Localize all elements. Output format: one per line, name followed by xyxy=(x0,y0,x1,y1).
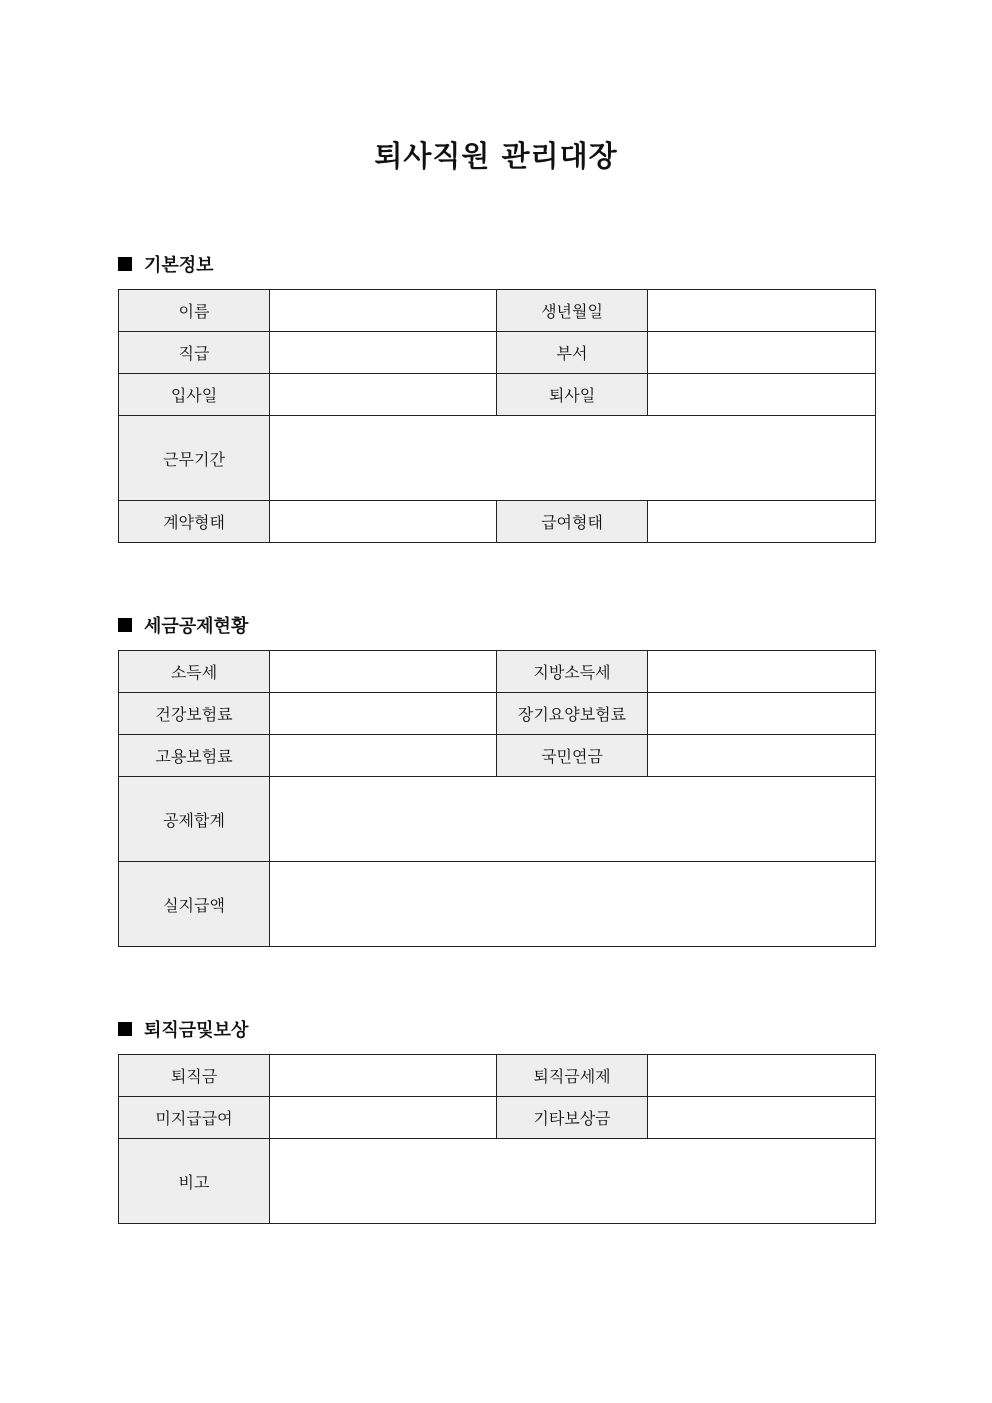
section-heading-label: 세금공제현황 xyxy=(144,616,249,637)
label-severance-pay: 퇴직금 xyxy=(119,1055,270,1097)
label-resignation-date: 퇴사일 xyxy=(497,374,648,416)
label-birthdate: 생년월일 xyxy=(497,290,648,332)
label-net-pay: 실지급액 xyxy=(119,862,270,947)
page-title: 퇴사직원 관리대장 xyxy=(374,139,618,173)
field-department[interactable] xyxy=(648,332,876,374)
label-long-term-care-insurance: 장기요양보험료 xyxy=(497,693,648,735)
label-income-tax: 소득세 xyxy=(119,651,270,693)
section-heading-severance xyxy=(118,1017,248,1041)
field-remarks[interactable] xyxy=(270,1139,876,1224)
field-severance-tax[interactable] xyxy=(648,1055,876,1097)
label-department: 부서 xyxy=(497,332,648,374)
label-other-compensation: 기타보상금 xyxy=(497,1097,648,1139)
label-work-period: 근무기간 xyxy=(119,416,270,501)
table-row xyxy=(119,1055,876,1097)
label-contract-type: 계약형태 xyxy=(119,501,270,543)
field-long-term-care-insurance[interactable] xyxy=(648,693,876,735)
field-health-insurance[interactable] xyxy=(270,693,497,735)
label-deduction-total: 공제합계 xyxy=(119,777,270,862)
table-row xyxy=(119,374,876,416)
table-row xyxy=(119,735,876,777)
table-row xyxy=(119,1139,876,1224)
field-other-compensation[interactable] xyxy=(648,1097,876,1139)
section-heading-basic-info xyxy=(118,252,214,276)
section-heading-label: 기본정보 xyxy=(144,255,214,276)
field-local-income-tax[interactable] xyxy=(648,651,876,693)
label-position: 직급 xyxy=(119,332,270,374)
table-row xyxy=(119,693,876,735)
table-row xyxy=(119,777,876,862)
label-hire-date: 입사일 xyxy=(119,374,270,416)
table-row xyxy=(119,501,876,543)
section-heading-tax-deduction xyxy=(118,613,248,637)
field-contract-type[interactable] xyxy=(270,501,497,543)
table-row xyxy=(119,332,876,374)
label-severance-tax: 퇴직금세제 xyxy=(497,1055,648,1097)
field-position[interactable] xyxy=(270,332,497,374)
label-health-insurance: 건강보험료 xyxy=(119,693,270,735)
field-severance-pay[interactable] xyxy=(270,1055,497,1097)
field-salary-type[interactable] xyxy=(648,501,876,543)
field-unpaid-wages[interactable] xyxy=(270,1097,497,1139)
severance-table xyxy=(118,1054,876,1224)
field-birthdate[interactable] xyxy=(648,290,876,332)
table-row xyxy=(119,862,876,947)
square-bullet-icon xyxy=(118,618,132,632)
label-local-income-tax: 지방소득세 xyxy=(497,651,648,693)
table-row xyxy=(119,651,876,693)
label-salary-type: 급여형태 xyxy=(497,501,648,543)
label-unpaid-wages: 미지급급여 xyxy=(119,1097,270,1139)
table-row xyxy=(119,290,876,332)
label-national-pension: 국민연금 xyxy=(497,735,648,777)
field-hire-date[interactable] xyxy=(270,374,497,416)
label-name: 이름 xyxy=(119,290,270,332)
label-remarks: 비고 xyxy=(119,1139,270,1224)
square-bullet-icon xyxy=(118,257,132,271)
field-employment-insurance[interactable] xyxy=(270,735,497,777)
table-row xyxy=(119,1097,876,1139)
field-income-tax[interactable] xyxy=(270,651,497,693)
field-name[interactable] xyxy=(270,290,497,332)
field-deduction-total[interactable] xyxy=(270,777,876,862)
table-row xyxy=(119,416,876,501)
field-work-period[interactable] xyxy=(270,416,876,501)
field-resignation-date[interactable] xyxy=(648,374,876,416)
tax-deduction-table xyxy=(118,650,876,947)
square-bullet-icon xyxy=(118,1022,132,1036)
field-national-pension[interactable] xyxy=(648,735,876,777)
label-employment-insurance: 고용보험료 xyxy=(119,735,270,777)
section-heading-label: 퇴직금및보상 xyxy=(144,1020,249,1041)
basic-info-table xyxy=(118,289,876,543)
field-net-pay[interactable] xyxy=(270,862,876,947)
